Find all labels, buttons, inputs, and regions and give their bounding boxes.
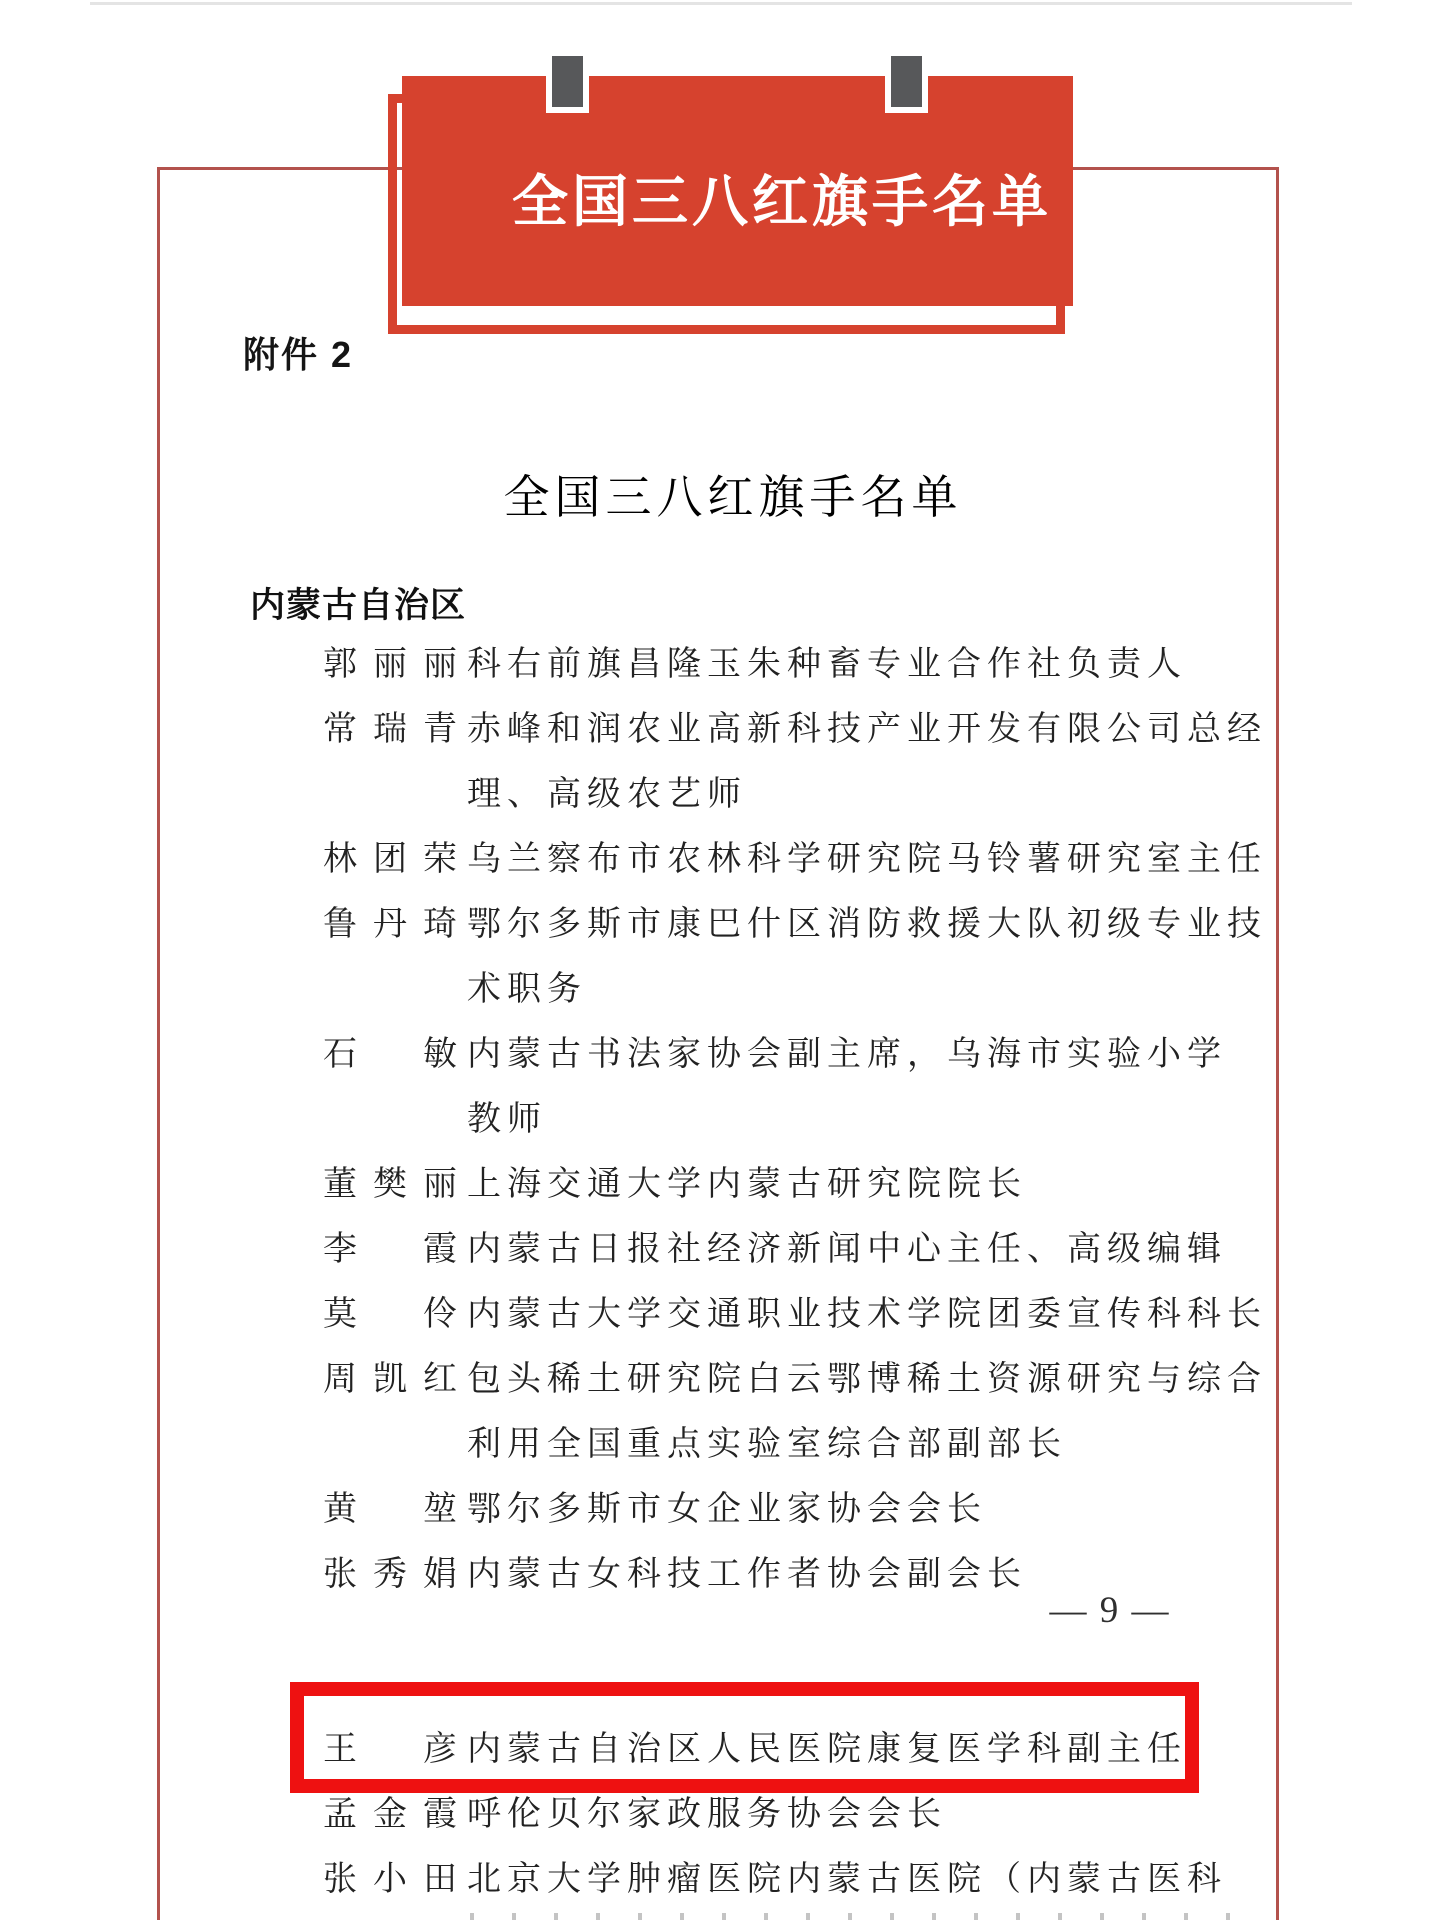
awardee-title: 教师 [467, 1101, 547, 1138]
awardee-name: 张 小 田 [323, 1861, 457, 1898]
list-row [0, 1778, 1440, 1843]
awardee-title: 内蒙古日报社经济新闻中心主任、高级编辑 [467, 1231, 1227, 1268]
awardee-title: 内蒙古自治区人民医院康复医学科副主任 [467, 1731, 1187, 1768]
clipped-next-line-hint [470, 1913, 1230, 1920]
clip-icon [891, 56, 922, 107]
list-row [0, 1843, 1440, 1908]
list-row [0, 953, 1440, 1018]
page-number: — 9 — [1049, 1590, 1171, 1631]
list-row [0, 758, 1440, 823]
awardee-title: 赤峰和润农业高新科技产业开发有限公司总经 [467, 711, 1267, 748]
awardee-name: 郭 丽 丽 [323, 646, 457, 683]
list-row [0, 1083, 1440, 1148]
awardee-name: 张 秀 娟 [323, 1556, 457, 1593]
attachment-label: 附件 2 [243, 334, 354, 375]
awardee-name: 董 樊 丽 [323, 1166, 457, 1203]
list-row [0, 1018, 1440, 1083]
list-row [0, 1213, 1440, 1278]
awardee-title: 呼伦贝尔家政服务协会会长 [467, 1796, 947, 1833]
document-title: 全国三八红旗手名单 [503, 472, 963, 523]
list-row [0, 1278, 1440, 1343]
awardee-title: 内蒙古书法家协会副主席，乌海市实验小学 [467, 1036, 1227, 1073]
list-row [0, 1148, 1440, 1213]
awardee-name: 常 瑞 青 [323, 711, 457, 748]
awardee-title: 乌兰察布市农林科学研究院马铃薯研究室主任 [467, 841, 1267, 878]
awardee-title: 包头稀土研究院白云鄂博稀土资源研究与综合 [467, 1361, 1267, 1398]
list-row [0, 888, 1440, 953]
awardee-title: 内蒙古女科技工作者协会副会长 [467, 1556, 1027, 1593]
banner-title: 全国三八红旗手名单 [512, 170, 1052, 233]
awardee-title: 鄂尔多斯市康巴什区消防救援大队初级专业技 [467, 906, 1267, 943]
list-row [0, 823, 1440, 888]
awardee-title: 鄂尔多斯市女企业家协会会长 [467, 1491, 987, 1528]
list-row [0, 1343, 1440, 1408]
list-row [0, 1538, 1440, 1603]
awardee-name: 王 彦 [323, 1731, 457, 1768]
awardee-name: 周 凯 红 [323, 1361, 457, 1398]
awardee-title: 术职务 [467, 971, 587, 1008]
awardee-name: 鲁 丹 琦 [323, 906, 457, 943]
awardee-name: 孟 金 霞 [323, 1796, 457, 1833]
awardee-title: 上海交通大学内蒙古研究院院长 [467, 1166, 1027, 1203]
awardee-list-continued [0, 1713, 1440, 1908]
list-row [0, 1473, 1440, 1538]
awardee-title: 北京大学肿瘤医院内蒙古医院（内蒙古医科 [467, 1861, 1227, 1898]
list-row [0, 628, 1440, 693]
awardee-list-main [0, 628, 1440, 1603]
list-row [0, 1408, 1440, 1473]
awardee-title: 理、高级农艺师 [467, 776, 747, 813]
awardee-name: 石 敏 [323, 1036, 457, 1073]
clip-icon [552, 56, 583, 107]
awardee-name: 莫 伶 [323, 1296, 457, 1333]
list-row [0, 693, 1440, 758]
awardee-title: 利用全国重点实验室综合部副部长 [467, 1426, 1067, 1463]
list-row-highlighted [0, 1713, 1440, 1778]
awardee-name: 李 霞 [323, 1231, 457, 1268]
top-divider-line [90, 2, 1352, 5]
awardee-name: 林 团 荣 [323, 841, 457, 878]
section-title-region: 内蒙古自治区 [250, 586, 467, 625]
awardee-name: 黄 堃 [323, 1491, 457, 1528]
red-banner [402, 76, 1073, 306]
awardee-title: 科右前旗昌隆玉朱种畜专业合作社负责人 [467, 646, 1187, 683]
awardee-title: 内蒙古大学交通职业技术学院团委宣传科科长 [467, 1296, 1267, 1333]
